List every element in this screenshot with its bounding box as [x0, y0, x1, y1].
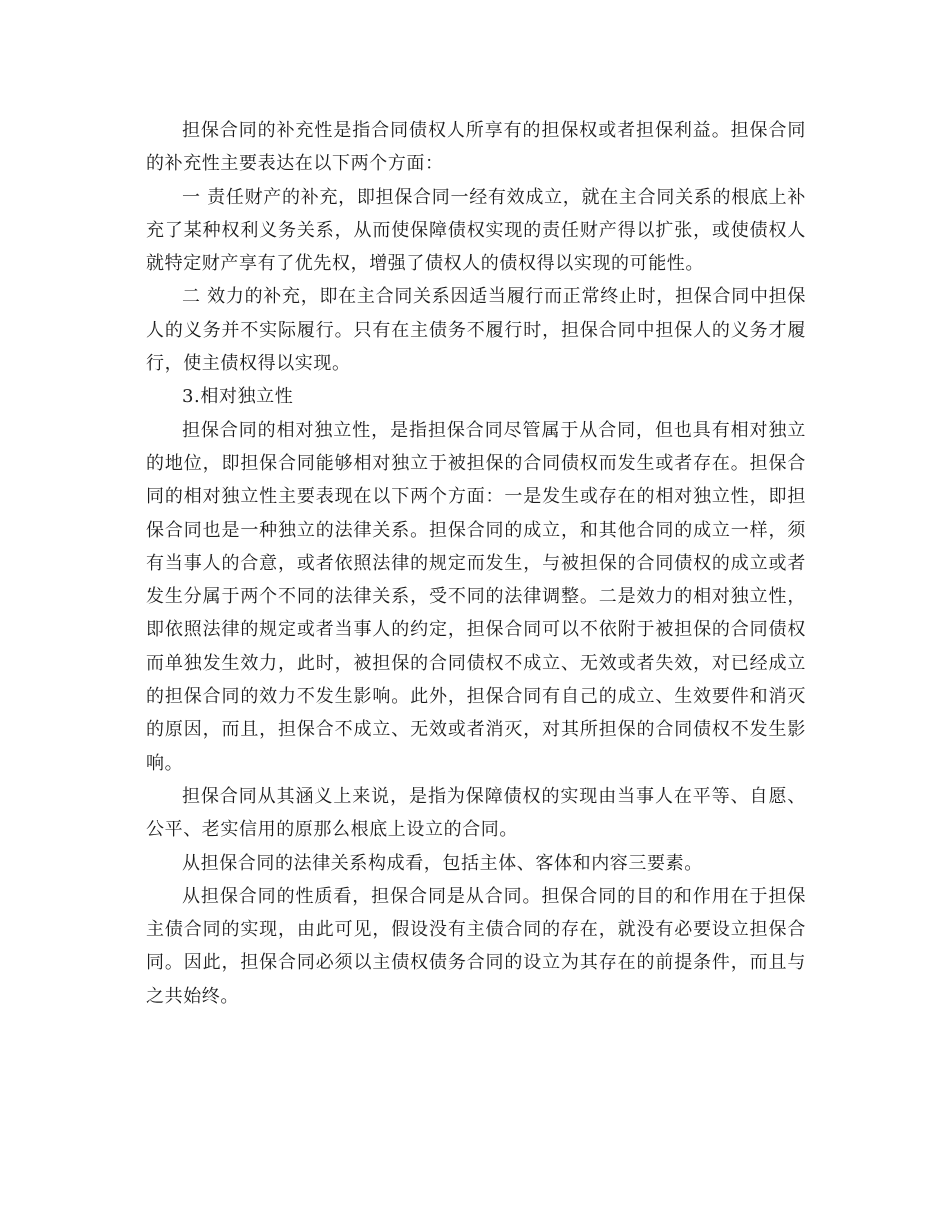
paragraph-2: 一 责任财产的补充，即担保合同一经有效成立，就在主合同关系的根底上补充了某种权利义务关系，从而使保障债权实现的责任财产得以扩张，或使债权人就特定财产享有了优先权，增强了债权人的债权得以实现的可能性。 — [146, 186, 806, 275]
paragraph-4: 担保合同的相对独立性，是指担保合同尽管属于从合同，但也具有相对独立的地位，即担保合同能够相对独立于被担保的合同债权而发生或者存在。担保合同的相对独立性主要表现在以下两个方面：一是发生或存在的相对独立性，即担保合同也是一种独立的法律关系。担保合同的成立，和其他合同的成立一样，须有当事人的合意，或者依照法律的规定而发生，与被担保的合同债权的成立或者发生分属于两个不同的法律关系，受不同的法律调整。二是效力的相对独立性，即依照法律的规定或者当事人的约定，担保合同可以不依附于被担保的合同债权而单独发生效力，此时，被担保的合同债权不成立、无效或者失效，对已经成立的担保合同的效力不发生影响。此外，担保合同有自己的成立、生效要件和消灭的原因，而且，担保合不成立、无效或者消灭，对其所担保的合同债权不发生影响。 — [146, 419, 806, 774]
paragraph-5: 担保合同从其涵义上来说，是指为保障债权的实现由当事人在平等、自愿、公平、老实信用的原那么根底上设立的合同。 — [146, 785, 806, 841]
paragraph-7: 从担保合同的性质看，担保合同是从合同。担保合同的目的和作用在于担保主债合同的实现，由此可见，假设没有主债合同的存在，就没有必要设立担保合同。因此，担保合同必须以主债权债务合同的设立为其存在的前提条件，而且与之共始终。 — [146, 885, 806, 1007]
section-heading: 3.相对独立性 — [182, 386, 294, 408]
paragraph-6: 从担保合同的法律关系构成看，包括主体、客体和内容三要素。 — [182, 852, 703, 874]
paragraph-1: 担保合同的补充性是指合同债权人所享有的担保权或者担保利益。担保合同的补充性主要表达在以下两个方面： — [146, 120, 806, 175]
paragraph-3: 二 效力的补充，即在主合同关系因适当履行而正常终止时，担保合同中担保人的义务并不实际履行。只有在主债务不履行时，担保合同中担保人的义务才履行，使主债权得以实现。 — [146, 286, 806, 375]
document-body — [146, 114, 806, 1013]
